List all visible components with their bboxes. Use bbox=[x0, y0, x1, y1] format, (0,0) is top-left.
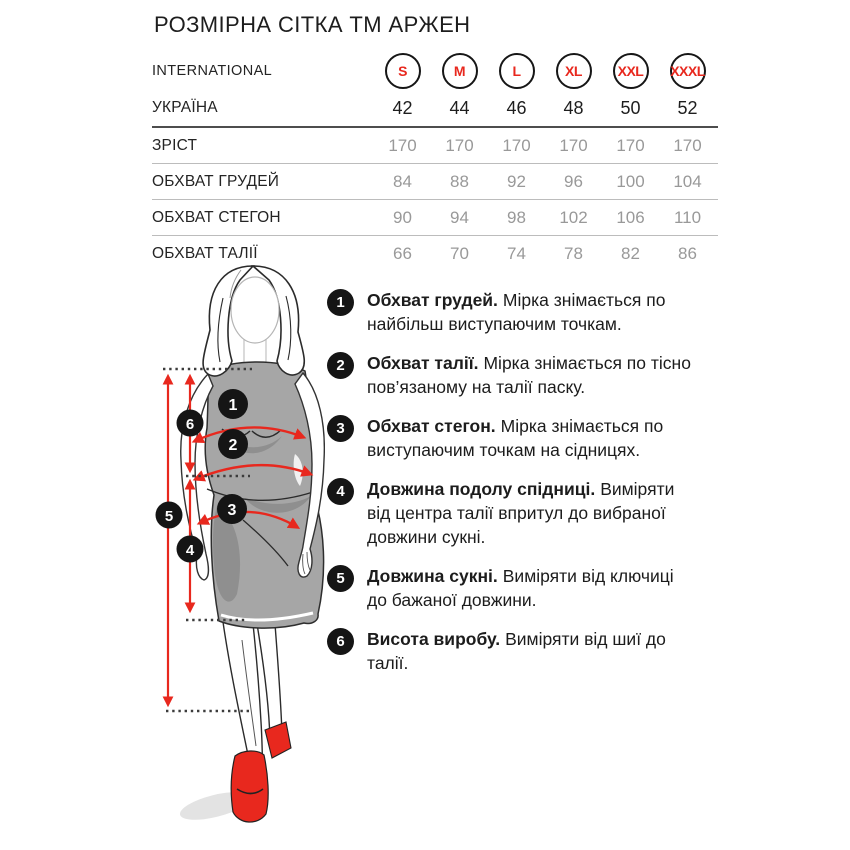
legend-number: 5 bbox=[327, 565, 354, 592]
legend-title: Висота виробу. bbox=[367, 629, 501, 649]
ukraine-size: 52 bbox=[677, 97, 698, 118]
legend-item-dress-length bbox=[327, 564, 719, 612]
cell-value: 90 bbox=[393, 207, 412, 227]
size-badge-l: L bbox=[499, 53, 535, 89]
svg-text:2: 2 bbox=[228, 437, 238, 454]
table-row-hips bbox=[152, 200, 718, 236]
ukraine-size: 48 bbox=[563, 97, 584, 118]
cell-value: 106 bbox=[616, 207, 645, 227]
legend-item-hips bbox=[327, 414, 719, 462]
legend-number: 4 bbox=[327, 478, 354, 505]
cell-value: 66 bbox=[393, 243, 412, 263]
page-title: РОЗМІРНА СІТКА ТМ АРЖЕН bbox=[154, 12, 471, 37]
legend-description: Виміряти від ключиці до бажаної довжини. bbox=[367, 566, 674, 610]
ukraine-size: 44 bbox=[449, 97, 470, 118]
table-row-bust bbox=[152, 164, 718, 200]
size-badge-xxxl: XXXL bbox=[670, 53, 706, 89]
cell-value: 84 bbox=[393, 171, 412, 191]
ukraine-label: УКРАЇНА bbox=[152, 99, 218, 116]
cell-value: 100 bbox=[616, 171, 645, 191]
measurement-legend bbox=[327, 288, 719, 690]
row-label: ОБХВАТ ГРУДЕЙ bbox=[152, 172, 280, 190]
legend-title: Довжина подолу спідниці. bbox=[367, 479, 596, 499]
legend-number: 1 bbox=[327, 289, 354, 316]
legend-title: Обхват талії. bbox=[367, 353, 479, 373]
row-label: ОБХВАТ СТЕГОН bbox=[152, 208, 281, 226]
legend-number: 3 bbox=[327, 415, 354, 442]
cell-value: 170 bbox=[559, 135, 588, 155]
legend-item-skirt-length bbox=[327, 477, 719, 549]
legend-number: 6 bbox=[327, 628, 354, 655]
ukraine-size: 50 bbox=[620, 97, 641, 118]
legend-item-waist bbox=[327, 351, 719, 399]
size-table bbox=[152, 52, 718, 271]
legend-title: Довжина сукні. bbox=[367, 566, 498, 586]
table-row-height bbox=[152, 128, 718, 164]
legend-description: Виміряти від шиї до талії. bbox=[367, 629, 666, 673]
front-shoe bbox=[231, 751, 268, 822]
svg-text:3: 3 bbox=[227, 502, 237, 519]
cell-value: 170 bbox=[445, 135, 474, 155]
cell-value: 78 bbox=[564, 243, 583, 263]
cell-value: 92 bbox=[507, 171, 526, 191]
cell-value: 70 bbox=[450, 243, 469, 263]
size-badge-s: S bbox=[385, 53, 421, 89]
cell-value: 74 bbox=[507, 243, 526, 263]
legend-description: Мірка знімається по найбільш виступаючим точкам. bbox=[367, 290, 666, 334]
svg-text:6: 6 bbox=[185, 416, 195, 433]
cell-value: 82 bbox=[621, 243, 640, 263]
legend-description: Мірка знімається по виступаючим точкам на сідницях. bbox=[367, 416, 664, 460]
size-badge-m: M bbox=[442, 53, 478, 89]
svg-text:4: 4 bbox=[185, 542, 195, 559]
cell-value: 110 bbox=[673, 207, 702, 227]
size-badge-xl: XL bbox=[556, 53, 592, 89]
cell-value: 102 bbox=[559, 207, 588, 227]
legend-title: Обхват стегон. bbox=[367, 416, 496, 436]
legend-description: Виміряти від центра талії впритул до вибраної довжини сукні. bbox=[367, 479, 675, 547]
legend-item-bust bbox=[327, 288, 719, 336]
row-label: ЗРІСТ bbox=[152, 136, 198, 154]
legend-title: Обхват грудей. bbox=[367, 290, 498, 310]
measurement-figure bbox=[145, 258, 325, 848]
cell-value: 170 bbox=[502, 135, 531, 155]
table-row-international bbox=[152, 52, 718, 90]
cell-value: 170 bbox=[673, 135, 702, 155]
international-label: INTERNATIONAL bbox=[152, 63, 273, 79]
cell-value: 88 bbox=[450, 171, 469, 191]
cell-value: 98 bbox=[507, 207, 526, 227]
cell-value: 170 bbox=[388, 135, 417, 155]
row-label: ОБХВАТ ТАЛІЇ bbox=[152, 244, 258, 262]
svg-text:5: 5 bbox=[164, 508, 174, 525]
cell-value: 170 bbox=[616, 135, 645, 155]
cell-value: 86 bbox=[678, 243, 697, 263]
ukraine-size: 46 bbox=[506, 97, 527, 118]
cell-value: 94 bbox=[450, 207, 469, 227]
legend-item-bodice-height bbox=[327, 627, 719, 675]
face bbox=[231, 277, 279, 343]
cell-value: 96 bbox=[564, 171, 583, 191]
ukraine-size: 42 bbox=[392, 97, 413, 118]
svg-text:1: 1 bbox=[228, 397, 238, 414]
legend-number: 2 bbox=[327, 352, 354, 379]
table-row-ukraine bbox=[152, 90, 718, 126]
cell-value: 104 bbox=[673, 171, 702, 191]
legend-description: Мірка знімається по тісно пов’язаному на талії паску. bbox=[367, 353, 691, 397]
legs bbox=[223, 622, 291, 822]
size-badge-xxl: XXL bbox=[613, 53, 649, 89]
